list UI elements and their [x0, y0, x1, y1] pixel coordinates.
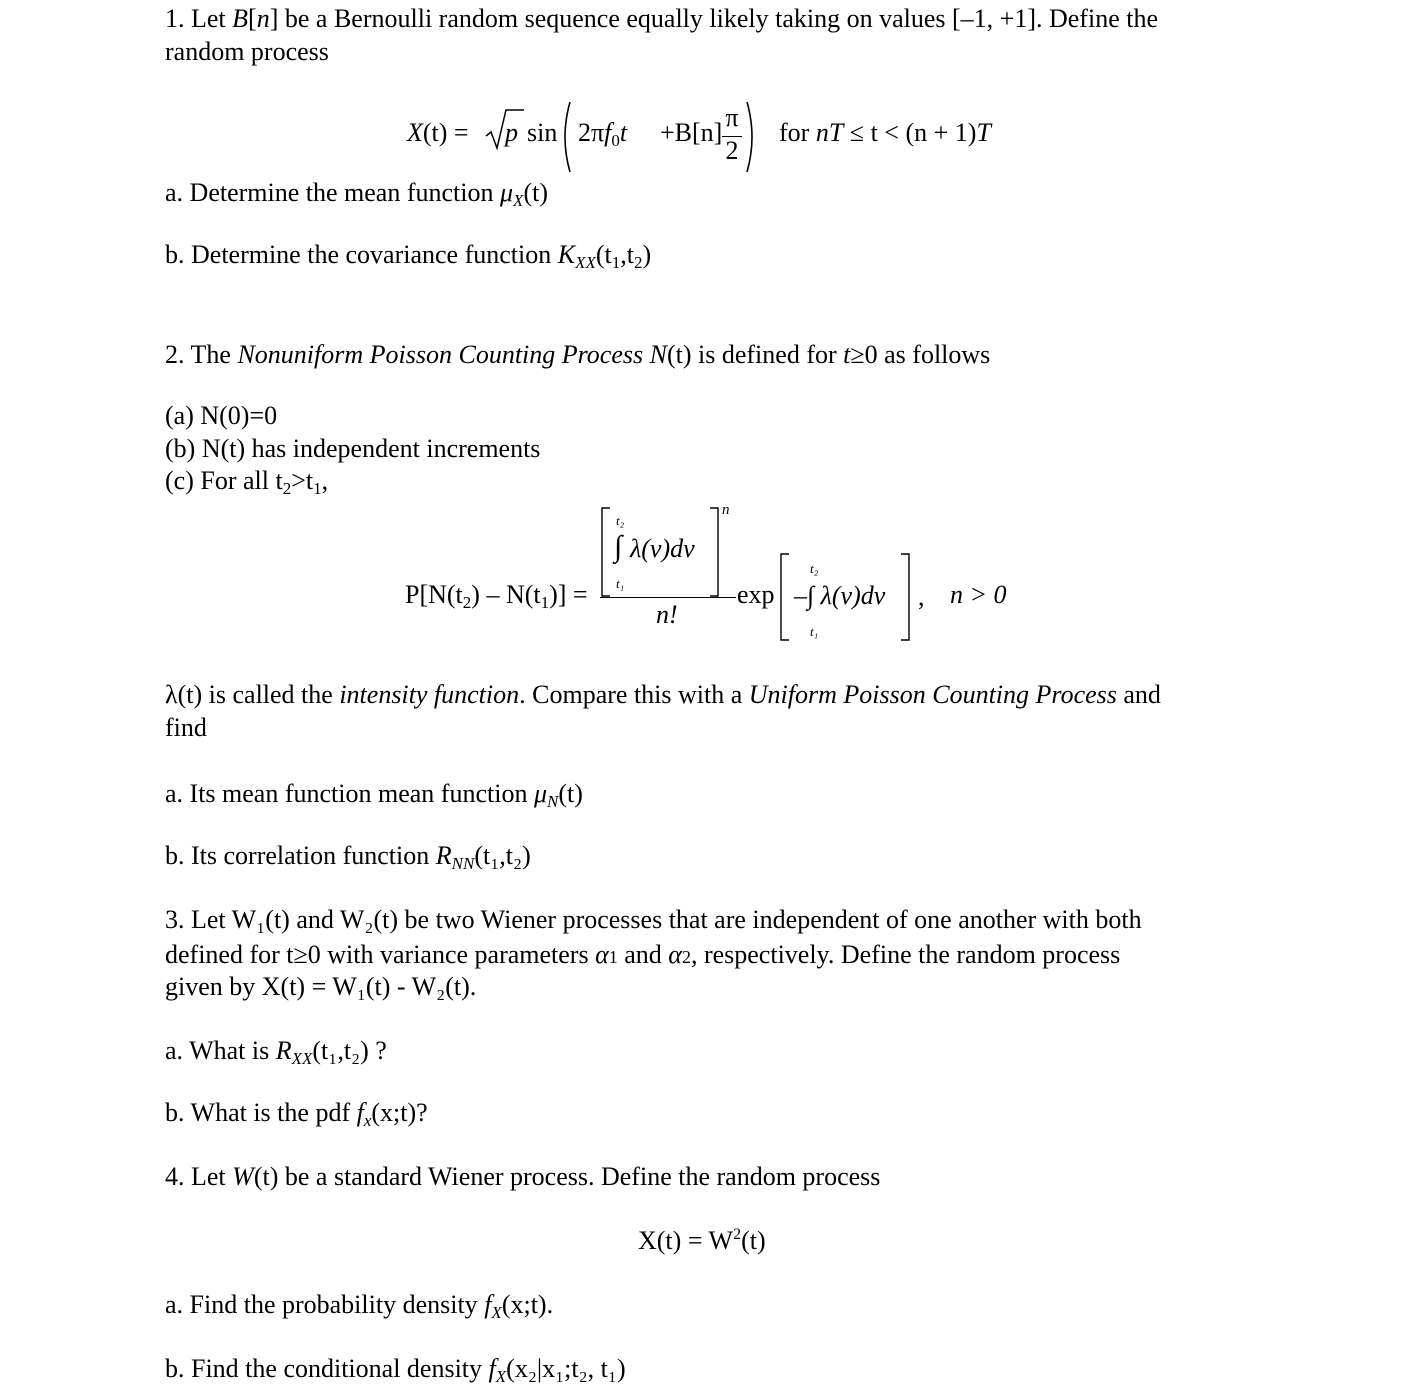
p2-lambda-line: λ(t) is called the intensity function. Compare this with a Uniform Poisson Counting Process and	[165, 680, 1161, 709]
p3-part-a: a. What is $R_{XX}(t_1,t_2)$ ?	[165, 1036, 387, 1068]
p3-line3: given by X(t) = W₁(t) - W₂(t).	[165, 972, 477, 1001]
p4-equation: $X(t) = W^2(t)$	[638, 1226, 766, 1255]
p1-line2: random process	[165, 37, 329, 66]
right-paren	[745, 100, 757, 174]
p4-line1: 4. Let W(t) be a standard Wiener process. Define the random process	[165, 1162, 881, 1191]
p1-part-a: a. Determine the mean function $\mu_X(t)$	[165, 178, 548, 210]
p3-line1: 3. Let W₁(t) and W₂(t) be two Wiener processes that are independent of one another with both	[165, 905, 1142, 934]
p2-find: find	[165, 713, 207, 742]
p2-intro: 2. The Nonuniform Poisson Counting Process N(t) is defined for t≥0 as follows	[165, 340, 991, 369]
p2-part-a: a. Its mean function mean function $\mu_N(t)$	[165, 779, 583, 811]
p2-cond-b: (b) N(t) has independent increments	[165, 434, 541, 463]
p1-part-b: b. Determine the covariance function $K_{XX}(t_1,t_2)$	[165, 240, 652, 272]
p2-part-b: b. Its correlation function $R_{NN}(t_1,t_2)$	[165, 841, 531, 873]
document-page: 1. Let B[n] be a Bernoulli random sequence equally likely taking on values [–1, +1]. Define the random process X(t) = p sin $2\pi f_0t$ +B[n] π 2 for nT ≤ t < (n + 1)T a. Determine the mean function $\mu_X(t)$ b. Determine the covariance function $K_{XX}(t_1,t_2)$ 2. The Nonuniform Poisson Counting Process N(t) is defined for t≥0 as follows (a) N(0)=0 (b) N(t) has independent increments (c) For all $t_2>t_1$, $P[N(t_2) - N(t_1)]$ = t₂ ∫ λ(v)dv t₁ n n! exp t₂ –∫ λ(v)dv t₁ , n > 0 λ(t) is called the intensity function. Compare this with a Uniform Poisson Counting Process and find a. Its mean function mean function $\mu_N(t)$ b. Its correlation function $R_{NN}(t_1,t_2)$ 3. Let W₁(t) and W₂(t) be two Wiener processes that are independent of one another with both defined for t≥0 with variance parameters α1 and α2, respectively. Define the random process given by X(t) = W₁(t) - W₂(t). a. What is $R_{XX}(t_1,t_2)$ ? b. What is the pdf $f_x(x;t)$? 4. Let W(t) be a standard Wiener process. Define the random process $X(t) = W^2(t)$ a. Find the probability density $f_X(x;t)$. b. Find the conditional density $f_X(x_2|x_1;t_2$, t₁)	[165, 4, 1161, 1386]
p4-part-b: b. Find the conditional density $f_X(x_2|x_1;t_2$, t₁)	[165, 1354, 626, 1386]
p2-cond-c: (c) For all $t_2>t_1$,	[165, 466, 329, 498]
p3-part-b: b. What is the pdf $f_x(x;t)$?	[165, 1098, 428, 1130]
p2-cond-a: (a) N(0)=0	[165, 401, 278, 430]
p4-part-a: a. Find the probability density $f_X(x;t)$.	[165, 1290, 554, 1322]
left-paren	[560, 100, 572, 174]
sqrt-symbol	[484, 106, 524, 156]
p1-line1: 1. Let B[n] be a Bernoulli random sequence equally likely taking on values [–1, +1]. Define the	[165, 4, 1158, 33]
p3-line2: defined for t≥0 with variance parameters α1 and α2, respectively. Define the random process	[165, 940, 1121, 969]
